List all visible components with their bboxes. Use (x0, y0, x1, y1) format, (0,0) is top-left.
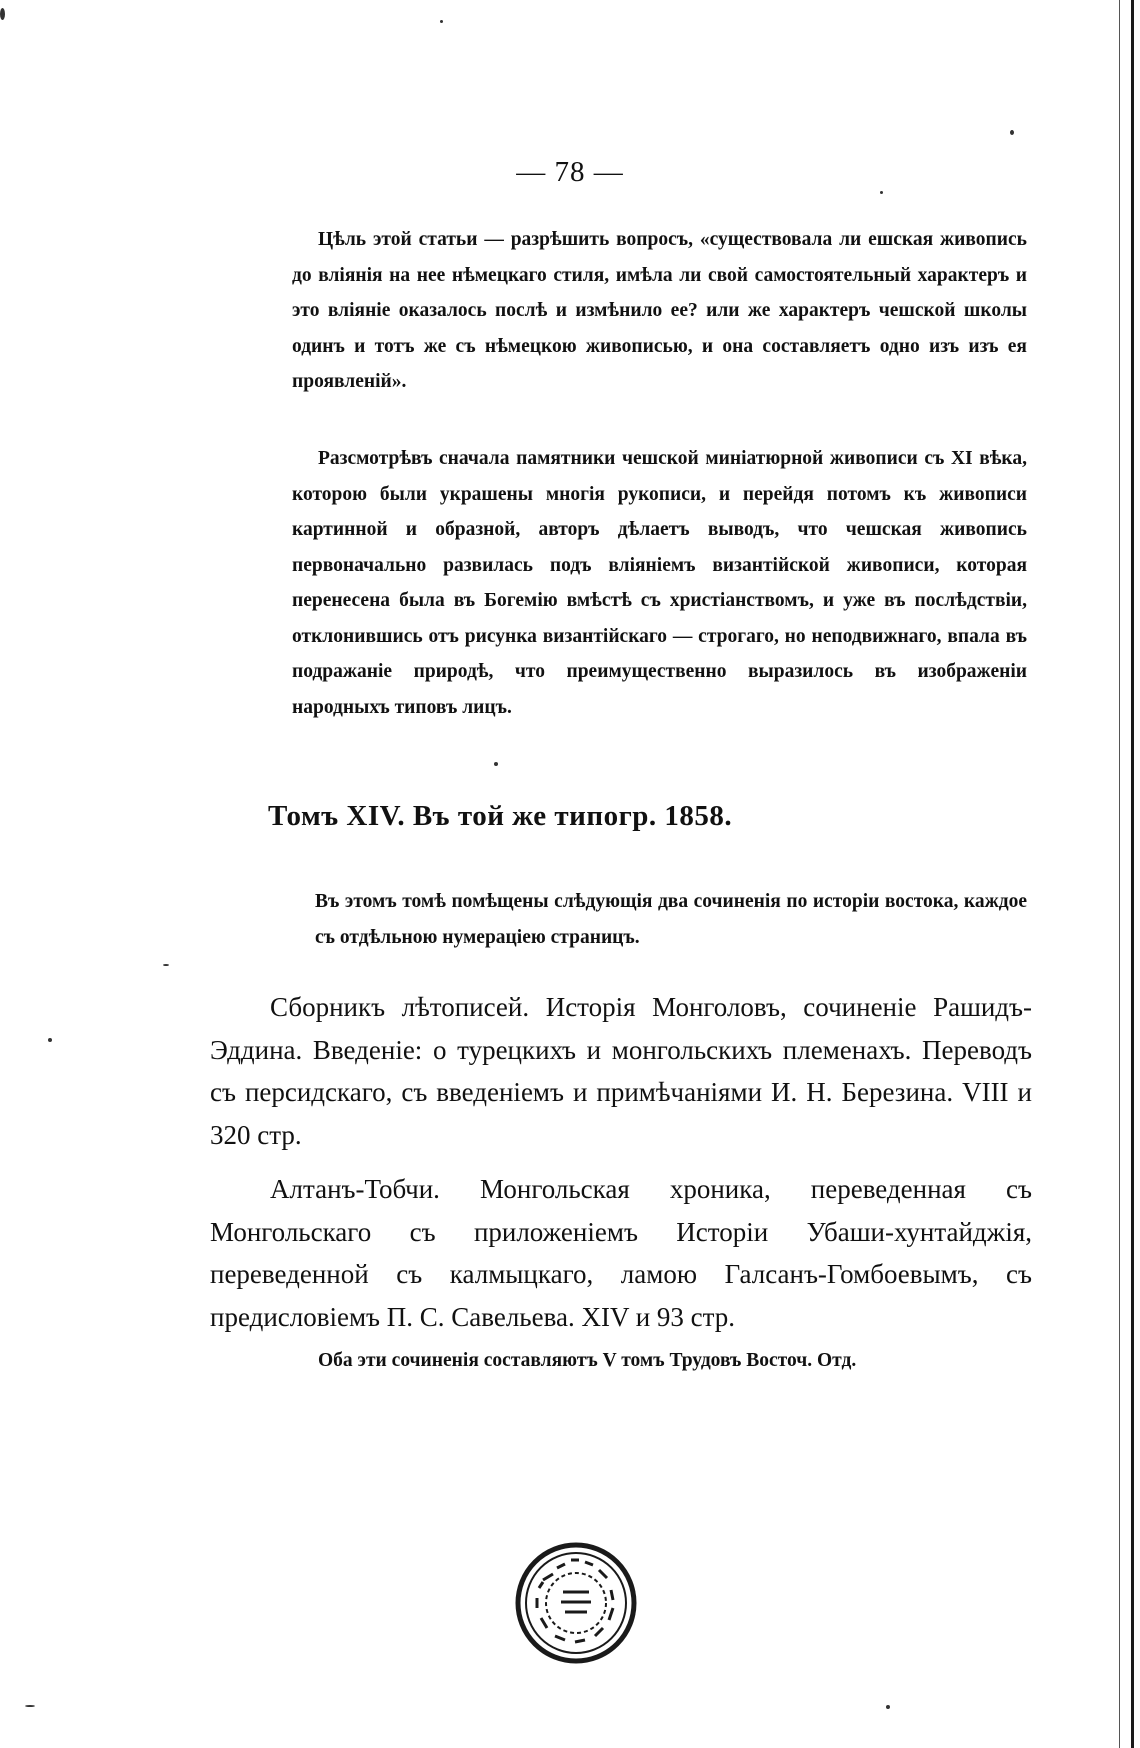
scan-speck (1010, 130, 1014, 135)
scan-speck (886, 1705, 890, 1709)
scan-speck (163, 964, 169, 966)
scan-speck (440, 20, 443, 23)
volume-heading: Томъ XIV. Въ той же типогр. 1858. (268, 800, 733, 832)
scan-speck (25, 1705, 35, 1707)
entry-chronicle-collection: Сборникъ лѣтописей. Исторія Монголовъ, сочиненіе Рашидъ-Эддина. Введеніе: о турецкихъ и монгольскихъ племенахъ. Переводъ съ персидскаго, съ введеніемъ и примѣчаніями И. Н. Березина. VIII и 320 стр. (210, 992, 1032, 1150)
page-number: — 78 — (516, 156, 624, 188)
paragraph-article-goal: Цѣль этой статьи — разрѣшить вопросъ, «существовала ли ешская живопись до вліянія на нее нѣмецкаго стиля, имѣла ли свой самостоятельный характеръ и это вліяніе оказалось послѣ и измѣнило ее? или же характеръ чешской школы одинъ и тотъ же съ нѣмецкою живописью, и она составляетъ одно изъ изъ ея проявленій». (292, 229, 1027, 392)
scan-speck (494, 762, 498, 766)
page-edge-shadow (1131, 0, 1134, 1748)
footnote-volume-note: Оба эти сочиненія составляютъ V томъ Трудовъ Восточ. Отд. (318, 1350, 857, 1371)
library-stamp-icon (513, 1540, 639, 1666)
scan-speck (0, 8, 5, 20)
scan-speck (880, 191, 883, 194)
scan-speck (48, 1038, 52, 1042)
page-edge-line (1119, 0, 1120, 1748)
paragraph-article-summary: Разсмотрѣвъ сначала памятники чешской миніатюрной живописи съ XI вѣка, которою были украшены многія рукописи, и перейдя потомъ къ живописи картинной и образной, авторъ дѣлаетъ выводъ, что чешская живопись первоначально развилась подъ вліяніемъ византійской живописи, которая перенесена была въ Богемію вмѣстѣ съ христіанствомъ, и уже въ послѣдствіи, отклонившись отъ рисунка византійскаго — строгаго, но неподвижнаго, впала въ подражаніе природѣ, что преимущественно выразилось въ изображеніи народныхъ типовъ лицъ. (292, 448, 1027, 718)
paragraph-volume-intro: Въ этомъ томѣ помѣщены слѣдующія два сочиненія по исторіи востока, каждое съ отдѣльною нумераціею страницъ. (315, 891, 1027, 948)
entry-altan-tobchi: Алтанъ-Тобчи. Монгольская хроника, переведенная съ Монгольскаго съ приложеніемъ Исторіи Убаши-хунтайджія, переведенной съ калмыцкаго, ламою Галсанъ-Гомбоевымъ, съ предисловіемъ П. С. Савельева. XIV и 93 стр. (210, 1174, 1032, 1332)
